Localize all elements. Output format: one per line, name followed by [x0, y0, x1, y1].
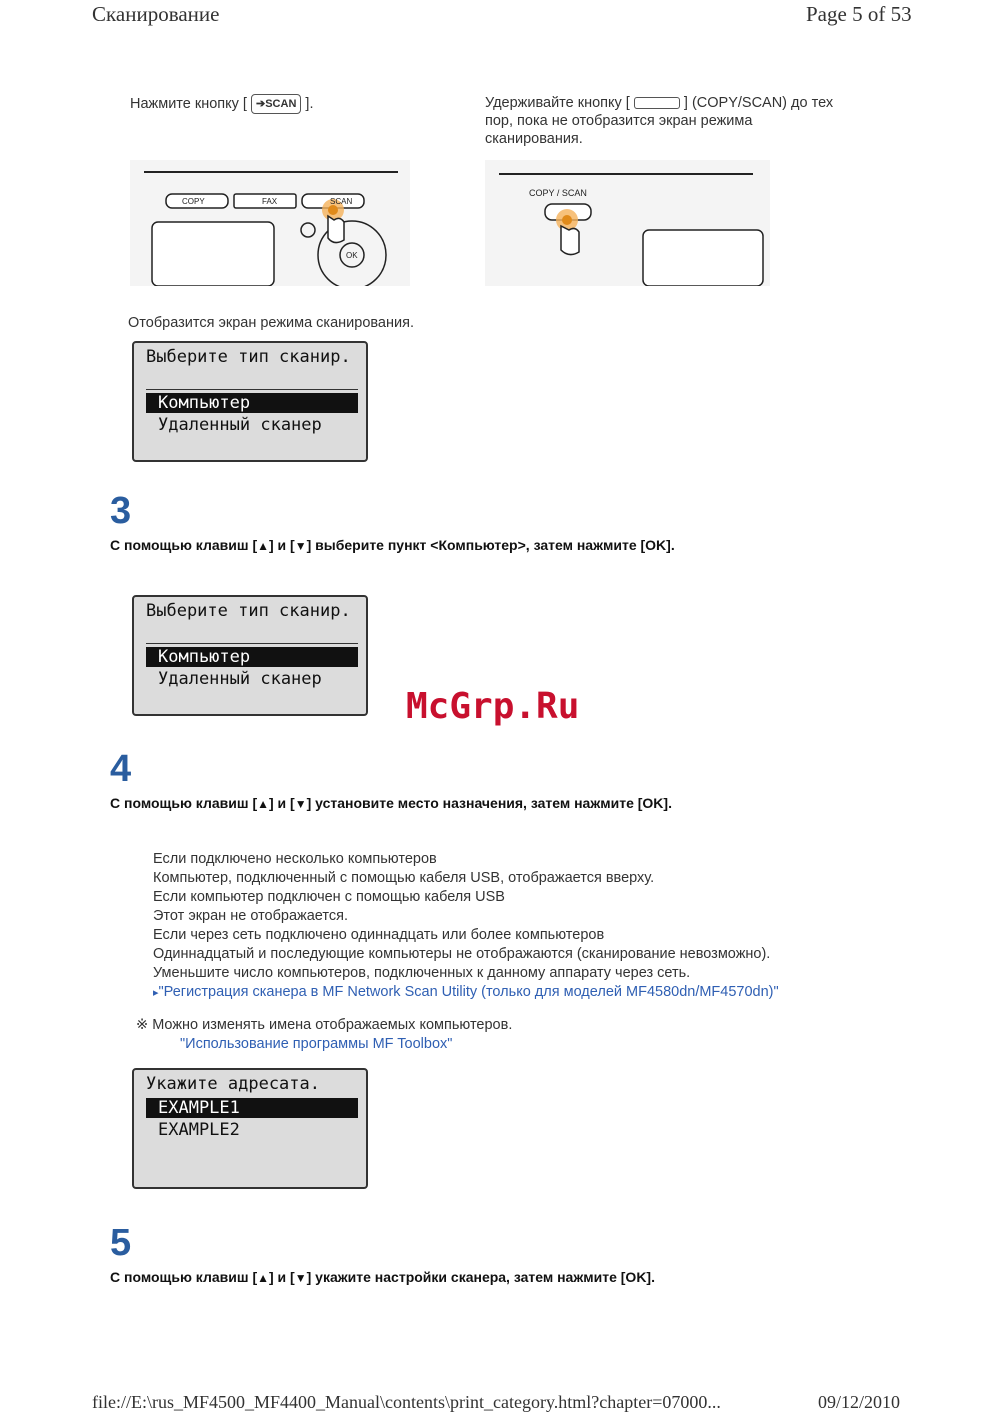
- intro-right: [485, 94, 885, 148]
- mf-toolbox-link[interactable]: "Использование программы MF Toolbox": [180, 1036, 453, 1052]
- step-5-text-a: С помощью клавиш [: [110, 1269, 258, 1285]
- lcd3-item-2: EXAMPLE2: [158, 1120, 240, 1140]
- lcd2-divider: [146, 643, 358, 644]
- note-line-5: Если через сеть подключено одиннадцать или более компьютеров: [153, 927, 605, 943]
- step-5-number: 5: [110, 1222, 132, 1264]
- lcd-screen-3: [132, 1068, 368, 1189]
- watermark: McGrp.Ru: [406, 686, 580, 727]
- up-arrow-icon: ▲: [257, 797, 269, 811]
- lcd1-title: Выберите тип сканир.: [146, 347, 351, 367]
- remark: [136, 1016, 512, 1034]
- step-4-text: [110, 795, 672, 811]
- intro-right-line3: сканирования.: [485, 131, 583, 147]
- intro-left-text-before: Нажмите кнопку [: [130, 95, 247, 112]
- lcd3-item-selected: EXAMPLE1: [146, 1098, 358, 1118]
- scanner-registration-link[interactable]: "Регистрация сканера в MF Network Scan Utility (только для моделей MF4580dn/MF4570dn)": [158, 984, 779, 1000]
- down-arrow-icon: ▼: [294, 1271, 307, 1285]
- step-3-text-a: С помощью клавиш [: [110, 537, 258, 553]
- screen-note: Отобразится экран режима сканирования.: [128, 315, 414, 331]
- copy-scan-label: COPY / SCAN: [529, 188, 587, 198]
- step-4-text-c: ] установите место назначения, затем нажмите [OK].: [306, 795, 672, 811]
- note-line-7: Уменьшите число компьютеров, подключенных к данному аппарату через сеть.: [153, 965, 691, 981]
- lcd1-item-selected: Компьютер: [146, 393, 358, 413]
- step-3-text-b: ] и [: [269, 537, 295, 553]
- lcd-screen-1: [132, 341, 368, 462]
- footer-date: 09/12/2010: [818, 1392, 901, 1412]
- link-arrow-icon: ▸: [153, 987, 159, 999]
- control-panel-illustration: [130, 160, 410, 286]
- lcd1-divider: [146, 389, 358, 390]
- intro-left-text-after: ].: [305, 95, 314, 112]
- ok-button-label: OK: [346, 251, 358, 260]
- scan-button-label: SCAN: [330, 197, 353, 206]
- note-line-4: Этот экран не отображается.: [153, 908, 348, 924]
- step-3-number: 3: [110, 490, 132, 532]
- step-4-number: 4: [110, 748, 132, 790]
- note-line-6: Одиннадцатый и последующие компьютеры не отображаются (сканирование невозможно).: [153, 946, 771, 962]
- scan-key-icon: ➔SCAN: [251, 94, 301, 114]
- scan-key-label: SCAN: [265, 98, 297, 110]
- intro-right-after: ] (COPY/SCAN) до тех: [683, 95, 834, 111]
- fax-button-label: FAX: [262, 197, 278, 206]
- up-arrow-icon: ▲: [257, 1271, 269, 1285]
- lcd-screen-2: [132, 595, 368, 716]
- down-arrow-icon: ▼: [294, 539, 307, 553]
- intro-right-line2: пор, пока не отобразится экран режима: [485, 113, 753, 129]
- lcd3-title: Укажите адресата.: [146, 1074, 320, 1094]
- remark-text: Можно изменять имена отображаемых компьютеров.: [152, 1017, 513, 1033]
- step-3-text: [110, 537, 675, 553]
- control-panel-drawing: [130, 160, 410, 286]
- step-3-text-c: ] выберите пункт <Компьютер>, затем нажмите [OK].: [306, 537, 675, 553]
- step-5-text-b: ] и [: [269, 1269, 295, 1285]
- note-line-3: Если компьютер подключен с помощью кабеля USB: [153, 889, 505, 905]
- notes-block: [153, 850, 883, 1003]
- intro-left: [130, 94, 313, 114]
- remark-mark: ※: [136, 1017, 149, 1033]
- footer-path: file://E:\rus_MF4500_MF4400_Manual\contents\print_category.html?chapter=07000...: [92, 1392, 721, 1412]
- copy-scan-key-icon: [634, 97, 680, 109]
- down-arrow-icon: ▼: [294, 797, 307, 811]
- header-title: Сканирование: [92, 2, 220, 26]
- intro-right-before: Удерживайте кнопку [: [485, 95, 630, 111]
- note-line-2: Компьютер, подключенный с помощью кабеля USB, отображается вверху.: [153, 870, 655, 886]
- note-link-row: [153, 983, 883, 1003]
- step-4-text-b: ] и [: [269, 795, 295, 811]
- up-arrow-icon: ▲: [257, 539, 269, 553]
- lcd2-item-selected: Компьютер: [146, 647, 358, 667]
- step-5-text: [110, 1269, 655, 1285]
- copy-scan-drawing: [485, 160, 770, 286]
- lcd2-title: Выберите тип сканир.: [146, 601, 351, 621]
- step-4-text-a: С помощью клавиш [: [110, 795, 258, 811]
- copy-button-label: COPY: [182, 197, 205, 206]
- page-number: Page 5 of 53: [806, 2, 912, 26]
- step-5-text-c: ] укажите настройки сканера, затем нажмите [OK].: [306, 1269, 655, 1285]
- lcd1-item-2: Удаленный сканер: [158, 415, 322, 435]
- note-line-1: Если подключено несколько компьютеров: [153, 851, 437, 867]
- copy-scan-illustration: [485, 160, 770, 286]
- lcd2-item-2: Удаленный сканер: [158, 669, 322, 689]
